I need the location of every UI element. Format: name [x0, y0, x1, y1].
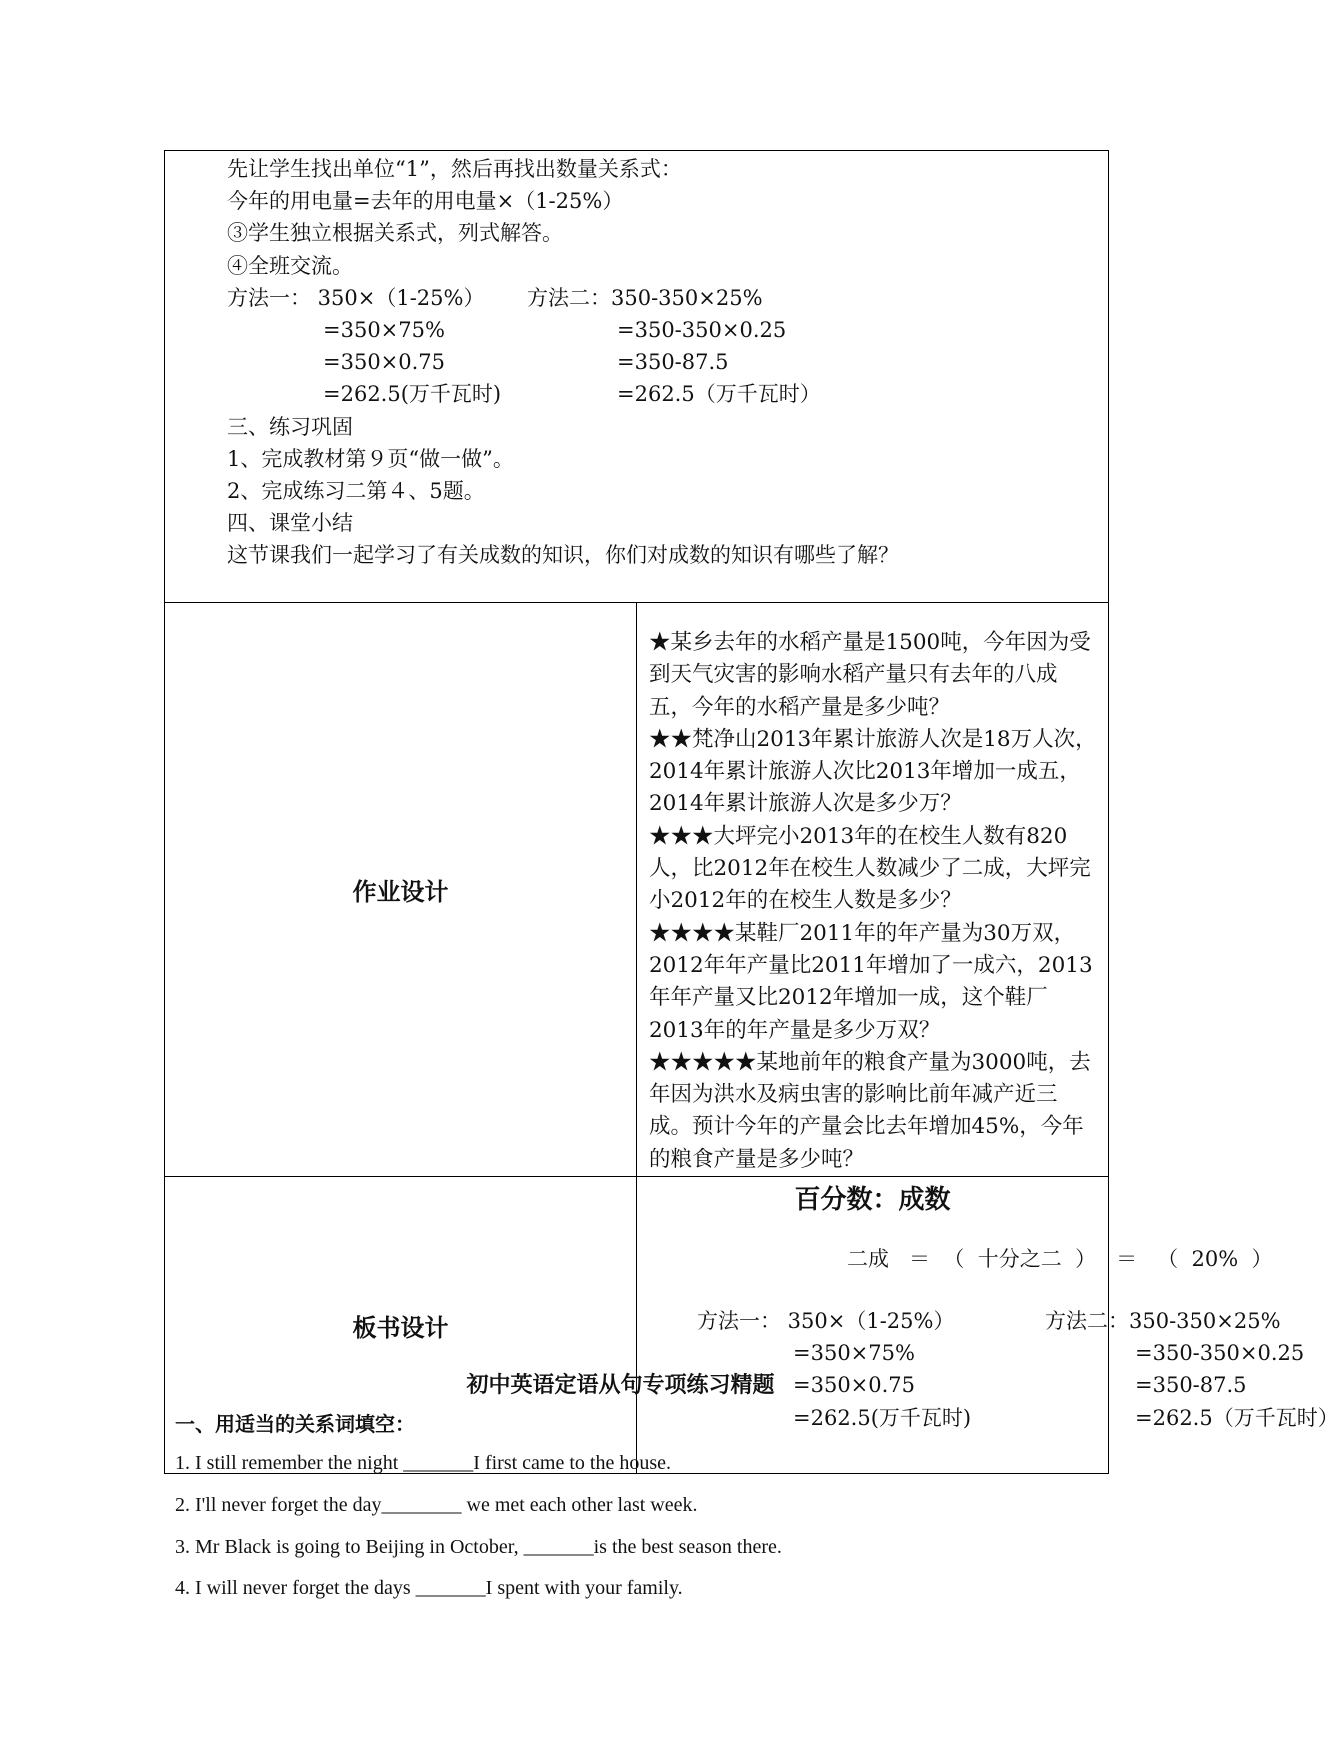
method1-line: =262.5(万千瓦时) [323, 382, 502, 407]
procedure-line: ③学生独立根据关系式，列式解答。 [227, 221, 563, 246]
procedure-line: 2、完成练习二第４、5题。 [227, 478, 485, 503]
method1-line: =262.5(万千瓦时) [793, 1405, 972, 1430]
homework-item: ★某乡去年的水稻产量是1500吨，今年因为受到天气灾害的影响水稻产量只有去年的八成五，今年的水稻产量是多少吨？ [649, 630, 1091, 720]
method-row [227, 282, 1108, 314]
method1-line: 方法一： 350×（1-25%） [227, 285, 485, 310]
method1-line: =350×75% [793, 1341, 915, 1366]
method1-line: =350×0.75 [793, 1373, 916, 1398]
exercise-title: 初中英语定语从句专项练习精题 [466, 1373, 775, 1398]
method-row [227, 378, 1108, 410]
lesson-plan-table [164, 150, 1339, 1474]
homework-item: ★★梵净山2013年累计旅游人次是18万人次，2014年累计旅游人次比2013年增加一成五，2014年累计旅游人次是多少万？ [649, 726, 1097, 817]
method2-line: =262.5（万千瓦时） [1135, 1405, 1339, 1430]
method2-line: =350-87.5 [617, 350, 729, 375]
homework-label: 作业设计 [165, 603, 637, 1177]
exercise-heading: 一、用适当的关系词填空： [175, 1412, 415, 1436]
exercise-question: 4. I will never forget the days _______I spent with your family. [175, 1577, 683, 1599]
procedure-line: 四、课堂小结 [227, 511, 353, 536]
homework-cell [637, 603, 1109, 1177]
method1-line: =350×75% [323, 317, 445, 342]
homework-item: ★★★★★某地前年的粮食产量为3000吨，去年因为洪水及病虫害的影响比前年减产近三成。预计今年的产量会比去年增加45%，今年的粮食产量是多少吨？ [649, 1049, 1091, 1172]
method-row [227, 346, 1108, 378]
exercise-question: 2. I'll never forget the day________ we met each other last week. [175, 1494, 698, 1516]
method1-line: 方法一： 350×（1-25%） [697, 1309, 955, 1334]
method-row [697, 1337, 1305, 1369]
method1-line: =350×0.75 [323, 350, 446, 375]
method2-line: =350-87.5 [1135, 1373, 1247, 1398]
procedure-line: 今年的用电量=去年的用电量×（1-25%） [227, 189, 624, 214]
homework-item: ★★★大坪完小2013年的在校生人数有820人，比2012年在校生人数减少了二成，大坪完小2012年的在校生人数是多少？ [649, 823, 1091, 914]
procedure-line: 这节课我们一起学习了有关成数的知识，你们对成数的知识有哪些了解？ [227, 543, 899, 568]
method2-line: 方法二：350-350×25% [527, 285, 763, 310]
procedure-line: 1、完成教材第９页“做一做”。 [227, 446, 514, 471]
method-row [697, 1305, 1281, 1337]
procedure-row [165, 151, 1109, 603]
method2-line: =262.5（万千瓦时） [617, 382, 821, 407]
method-row [697, 1402, 1339, 1434]
method2-line: 方法二：350-350×25% [1045, 1309, 1281, 1334]
method2-line: =350-350×0.25 [1135, 1341, 1305, 1366]
board-label: 板书设计 [165, 1177, 637, 1474]
exercise-question: 1. I still remember the night _______I first came to the house. [175, 1452, 671, 1474]
method-row [227, 314, 1108, 346]
procedure-line: 先让学生找出单位“1”，然后再找出数量关系式： [227, 157, 682, 181]
board-equation: 二成 ＝ （ 十分之二 ） ＝ （ 20% ） [847, 1247, 1273, 1272]
method2-line: =350-350×0.25 [617, 317, 787, 342]
procedure-cell [165, 151, 1109, 603]
board-title: 百分数：成数 [794, 1185, 951, 1216]
homework-row [165, 603, 1109, 1177]
procedure-line: ④全班交流。 [227, 253, 353, 278]
homework-item: ★★★★某鞋厂2011年的年产量为30万双，2012年年产量比2011年增加了一成六，2013年年产量又比2012年增加一成，这个鞋厂2013年的年产量是多少万双？ [649, 920, 1093, 1043]
board-cell [637, 1177, 1339, 1474]
procedure-line: 三、练习巩固 [227, 414, 353, 439]
exercise-question: 3. Mr Black is going to Beijing in October, _______is the best season there. [175, 1536, 782, 1558]
